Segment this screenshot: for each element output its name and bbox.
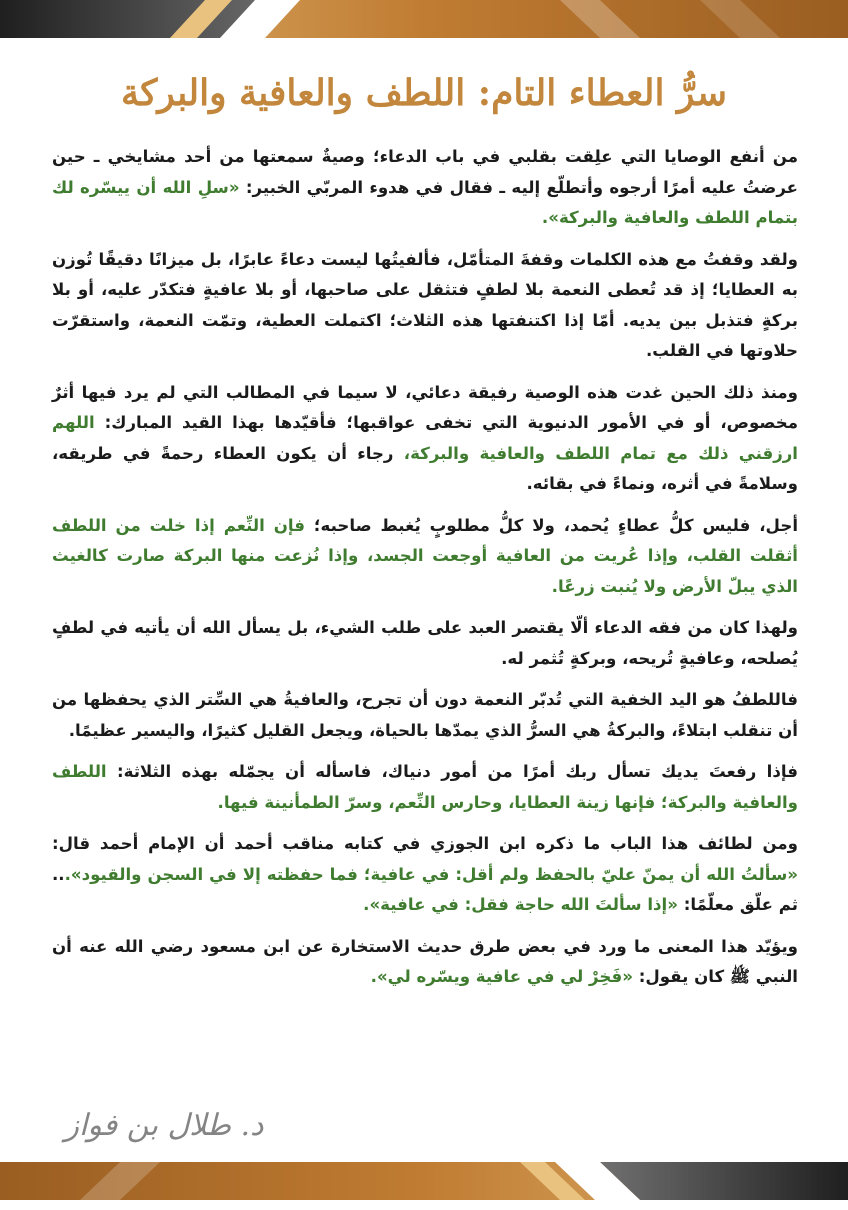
- page-title: سرُّ العطاء التام: اللطف والعافية والبركة: [120, 72, 728, 114]
- bottom-decorative-band: [0, 1162, 848, 1200]
- paragraph-7: فإذا رفعتَ يديك تسأل ربك أمرًا من أمور دنياك، فاسأله أن يجمّله بهذه الثلاثة: اللطف والعافية والبركة؛ فإنها زينة العطايا، وحارس النِّعم، وسرّ الطمأنينة فيها.: [52, 762, 798, 812]
- author-signature: د. طلال بن فواز: [64, 1108, 264, 1143]
- paragraph-5: ولهذا كان من فقه الدعاء ألّا يقتصر العبد على طلب الشيء، بل يسأل الله أن يأتيه في لطفٍ يُصلحه، وعافيةٍ تُريحه، وبركةٍ تُثمر له.: [52, 618, 798, 668]
- top-decorative-band: [0, 0, 848, 38]
- article-body: [52, 142, 798, 1004]
- paragraph-9: ويؤيّد هذا المعنى ما ورد في بعض طرق حديث الاستخارة عن ابن مسعود رضي الله عنه أن النبي ﷺ كان يقول: «فَخِرْ لي في عافية ويسّره لي».: [52, 936, 798, 986]
- paragraph-2: ولقد وقفتُ مع هذه الكلمات وقفةَ المتأمّل، فألفيتُها ليست دعاءً عابرًا، بل ميزانًا دقيقًا تُوزن به العطايا؛ إذ قد تُعطى النعمة بلا لطفٍ فتثقل على صاحبها، أو بلا عافيةٍ فتكدّر عليه، أو بلا بركةٍ فتذبل بين يديه. أمّا إذا اكتنفتها هذه الثلاث؛ اكتملت العطية، وتمّت النعمة، واستقرّت حلاوتها في القلب.: [52, 249, 798, 360]
- paragraph-8: ومن لطائف هذا الباب ما ذكره ابن الجوزي في كتابه مناقب أحمد أن الإمام أحمد قال: «سألتُ الله أن يمنّ عليّ بالحفظ ولم أقل: في عافية؛ فما حفظته إلا في السجن والقيود»... ثم علّق معلّمًا: «إذا سألتَ الله حاجة فقل: في عافية».: [52, 834, 798, 914]
- paragraph-6: فاللطفُ هو اليد الخفية التي تُدبّر النعمة دون أن تجرح، والعافيةُ هي السِّتر الذي يحفظها من أن تنقلب ابتلاءً، والبركةُ هي السرُّ الذي يمدّها بالحياة، ويجعل القليل كثيرًا، واليسير عظيمًا.: [52, 690, 798, 740]
- paragraph-1: من أنفع الوصايا التي علِقت بقلبي في باب الدعاء؛ وصيةٌ سمعتها من أحد مشايخي ـ حين عرضتُ عليه أمرًا أرجوه وأتطلّع إليه ـ فقال في هدوء المربّي الخبير: «سلِ الله أن ييسّره لك بتمام اللطف والعافية والبركة».: [52, 147, 798, 227]
- paragraph-4: أجل، فليس كلُّ عطاءٍ يُحمد، ولا كلُّ مطلوبٍ يُغبط صاحبه؛ فإن النِّعم إذا خلت من اللطف أثقلت القلب، وإذا عُريت من العافية أوجعت الجسد، وإذا نُزعت منها البركة صارت كالغيث الذي يبلّ الأرض ولا يُنبت زرعًا.: [52, 515, 799, 596]
- paragraph-3: ومنذ ذلك الحين غدت هذه الوصية رفيقة دعائي، لا سيما في المطالب التي لم يرد فيها أثرٌ مخصوص، أو في الأمور الدنيوية التي تخفى عواقبها؛ فأقيّدها بهذا القيد المبارك: اللهم ارزقني ذلك مع تمام اللطف والعافية والبركة، رجاء أن يكون العطاء رحمةً في طريقه، وسلامةً في أثره، ونماءً في بقائه.: [52, 382, 798, 493]
